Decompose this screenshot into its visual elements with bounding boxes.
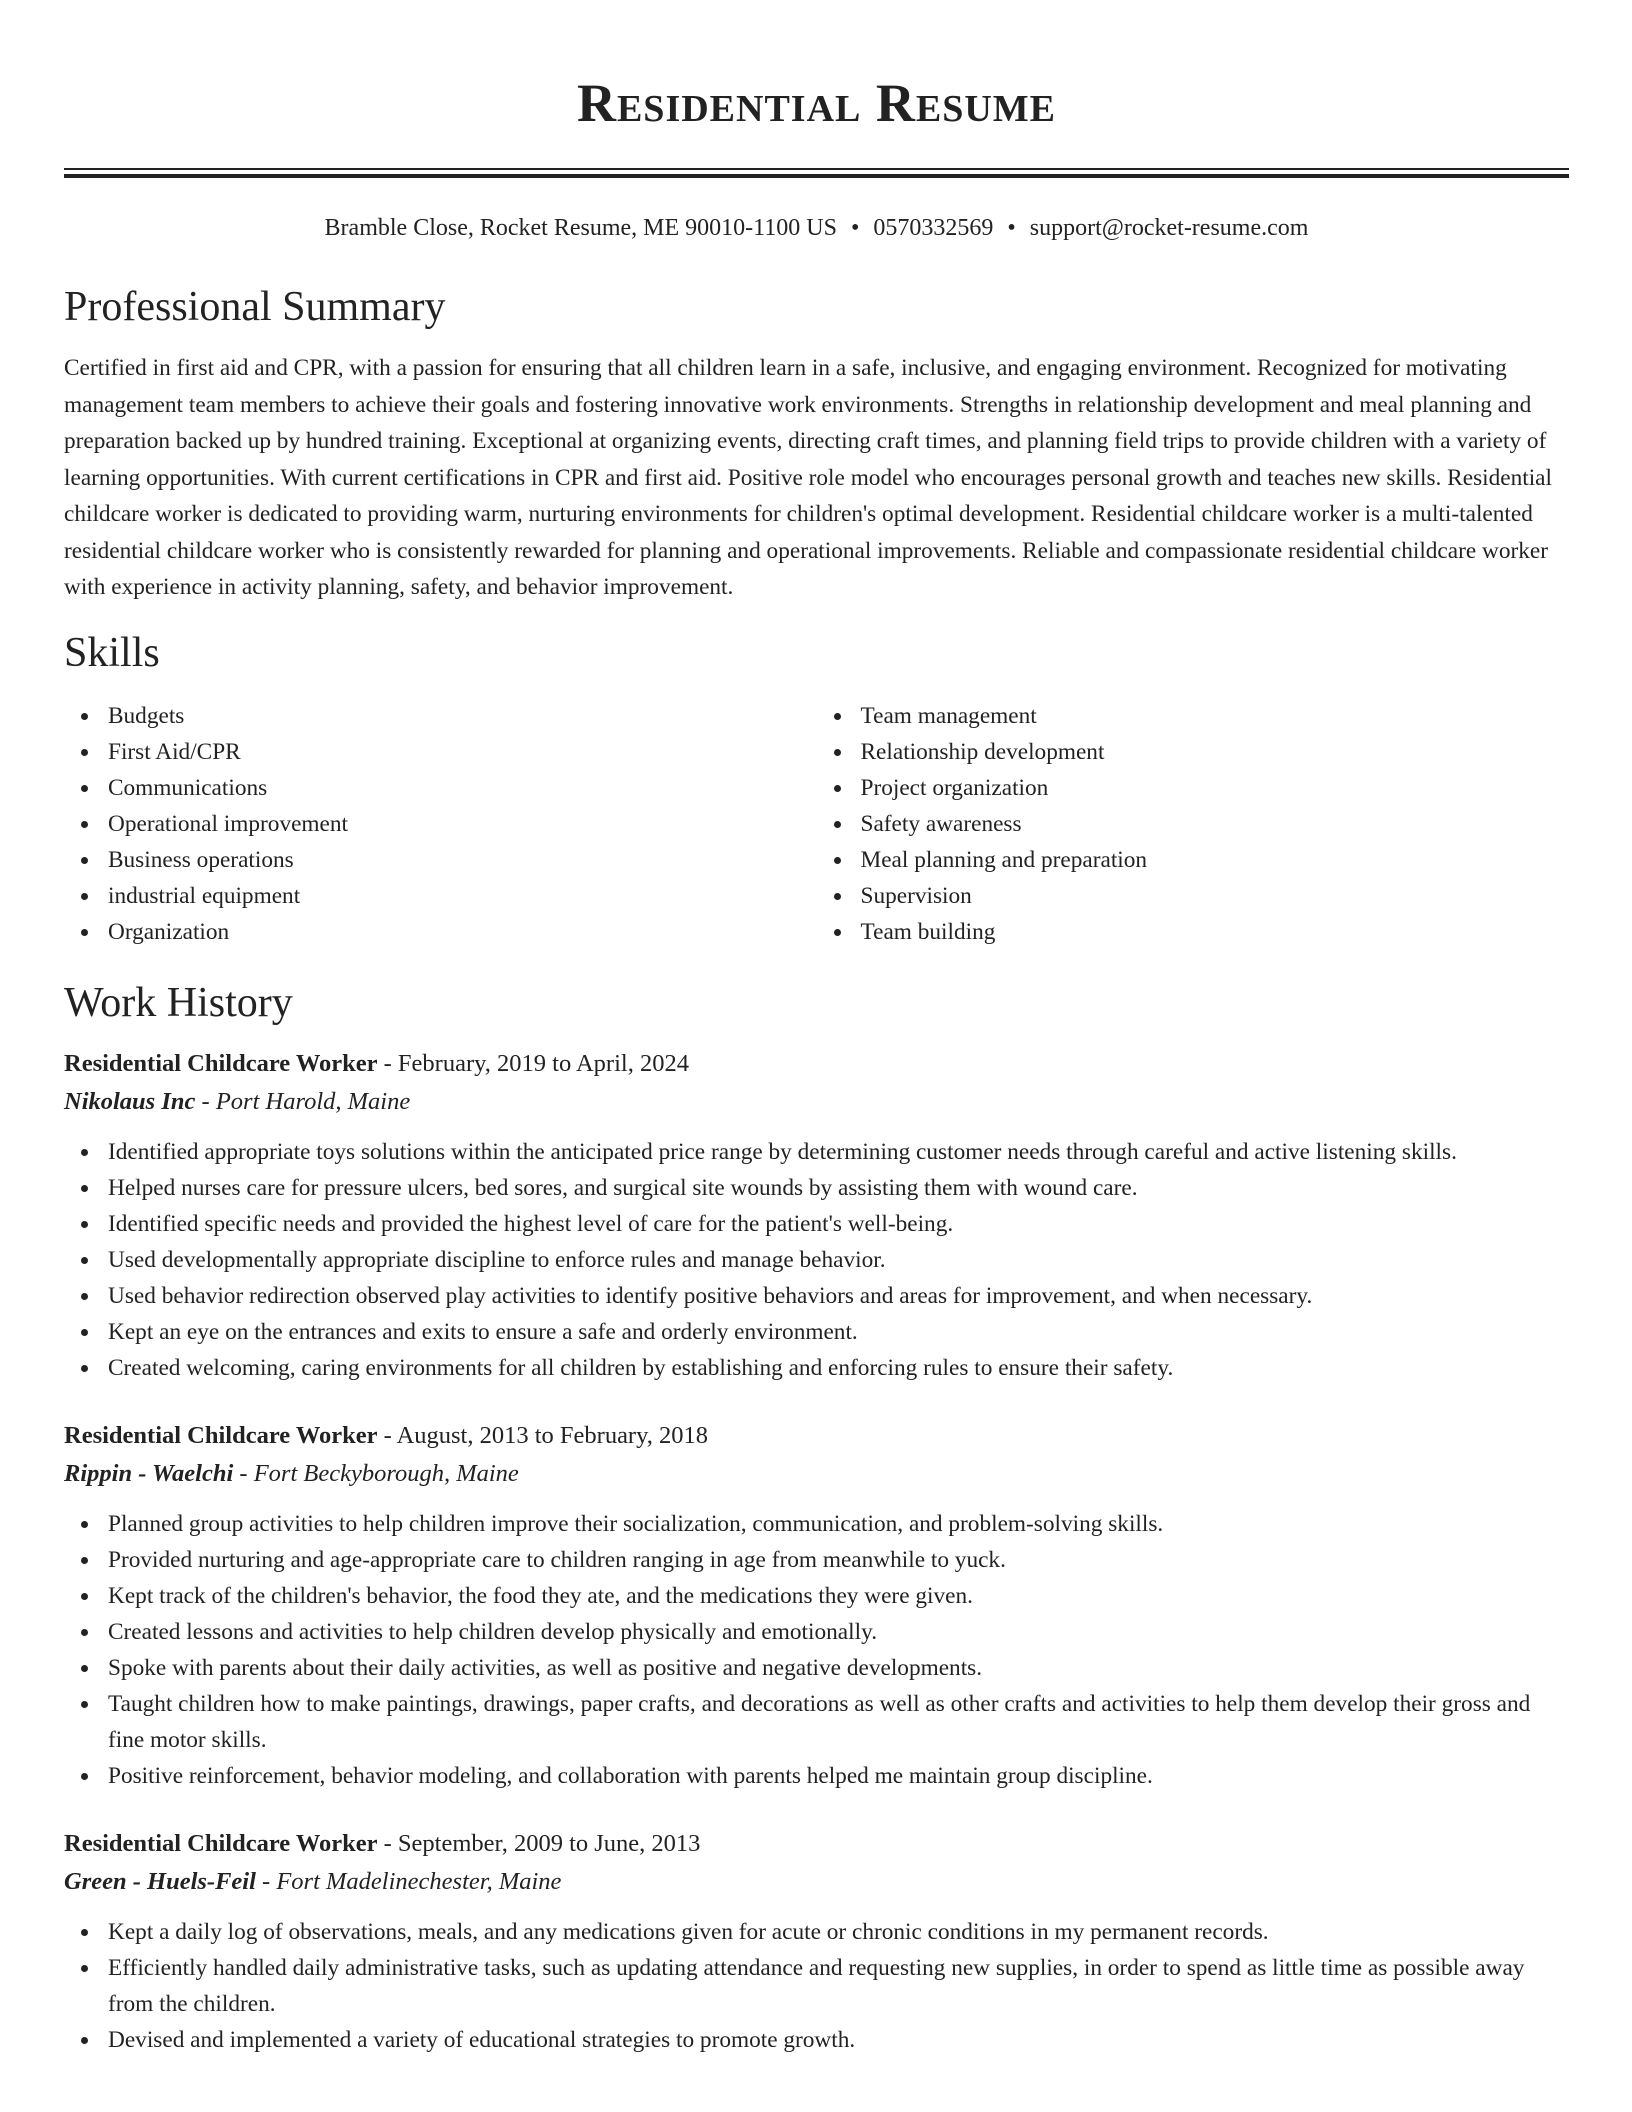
job-dates: August, 2013 to February, 2018: [396, 1421, 709, 1449]
job-bullet: Created welcoming, caring environments for all children by establishing and enforcing rules to ensure their safety.: [108, 1350, 1569, 1386]
skill-item: Operational improvement: [108, 806, 817, 842]
contact-separator: •: [850, 215, 860, 241]
summary-text: Certified in first aid and CPR, with a passion for ensuring that all children learn in a safe, inclusive, and engaging environment. Recognized for motivating management team members to achieve their goals and fostering innovative work environments. Strengths in relationship development and meal planning and preparation backed up by hundred training. Exceptional at organizing events, directing craft times, and planning field trips to provide children with a variety of learning opportunities. With current certifications in CPR and first aid. Positive role model who encourages personal growth and teaches new skills. Residential childcare worker is dedicated to providing warm, nurturing environments for children's optimal development. Residential childcare worker is a multi-talented residential childcare worker who is consistently rewarded for planning and operational improvements. Reliable and compassionate residential childcare worker with experience in activity planning, safety, and behavior improvement.: [64, 355, 1552, 600]
title-divider-thin: [64, 168, 1569, 170]
job-bullet: Positive reinforcement, behavior modeling, and collaboration with parents helped me maintain group discipline.: [108, 1758, 1569, 1794]
job-bullet: Provided nurturing and age-appropriate care to children ranging in age from meanwhile to yuck.: [108, 1542, 1569, 1578]
skill-item: industrial equipment: [108, 878, 817, 914]
contact-separator: •: [1007, 215, 1016, 241]
job-bullets: [64, 1914, 1569, 2058]
job-bullet: Spoke with parents about their daily activities, as well as positive and negative developments.: [108, 1650, 1569, 1686]
job-bullet: Planned group activities to help children improve their socialization, communication, and problem-solving skills.: [108, 1506, 1569, 1542]
job-bullet: Identified appropriate toys solutions within the anticipated price range by determining customer needs through careful and active listening skills.: [108, 1134, 1569, 1170]
job-bullet: Efficiently handled daily administrative tasks, such as updating attendance and requesting new supplies, in order to spend as little time as possible away from the children.: [108, 1950, 1569, 2022]
work-history-heading: Work History: [64, 979, 293, 1026]
job-bullet: Kept a daily log of observations, meals, and any medications given for acute or chronic conditions in my permanent records.: [108, 1914, 1569, 1950]
skills-list: [64, 698, 1569, 950]
job-employer-line: Nikolaus Inc - Port Harold, Maine: [64, 1087, 411, 1115]
skills-column-right: [817, 698, 1570, 950]
job-bullet: Helped nurses care for pressure ulcers, bed sores, and surgical site wounds by assisting them with wound care.: [108, 1170, 1569, 1206]
job-location: Port Harold, Maine: [215, 1087, 411, 1115]
job-title-line: Residential Childcare Worker - September, 2009 to June, 2013: [64, 1829, 701, 1857]
job-title: Residential Childcare Worker: [64, 1049, 378, 1077]
job-employer: Nikolaus Inc: [64, 1087, 196, 1115]
skills-column-left: [64, 698, 817, 950]
job-dates: September, 2009 to June, 2013: [397, 1829, 701, 1857]
job-bullet: Identified specific needs and provided the highest level of care for the patient's well-being.: [108, 1206, 1569, 1242]
job-bullet: Kept an eye on the entrances and exits to ensure a safe and orderly environment.: [108, 1314, 1569, 1350]
job-employer-line: Rippin - Waelchi - Fort Beckyborough, Maine: [64, 1459, 519, 1487]
resume-page: [64, 0, 1569, 2058]
skill-item: Communications: [108, 770, 817, 806]
skill-item: Business operations: [108, 842, 817, 878]
job-entry: [64, 1418, 1569, 1794]
job-employer: Rippin - Waelchi: [64, 1459, 234, 1487]
job-entry: [64, 1826, 1569, 2058]
job-title-line: Residential Childcare Worker - February, 2019 to April, 2024: [64, 1049, 689, 1077]
contact-line: [64, 212, 1569, 244]
job-employer: Green - Huels-Feil: [64, 1867, 256, 1895]
job-title: Residential Childcare Worker: [64, 1421, 378, 1449]
job-dates: February, 2019 to April, 2024: [397, 1049, 689, 1077]
skill-item: Relationship development: [861, 734, 1570, 770]
job-location: Fort Beckyborough, Maine: [253, 1459, 519, 1487]
skill-item: First Aid/CPR: [108, 734, 817, 770]
skill-item: Meal planning and preparation: [861, 842, 1570, 878]
skill-item: Project organization: [861, 770, 1570, 806]
job-bullet: Kept track of the children's behavior, the food they ate, and the medications they were given.: [108, 1578, 1569, 1614]
job-title: Residential Childcare Worker: [64, 1829, 378, 1857]
contact-phone: 0570332569: [873, 215, 994, 241]
skill-item: Safety awareness: [861, 806, 1570, 842]
job-bullet: Taught children how to make paintings, drawings, paper crafts, and decorations as well as other crafts and activities to help them develop their gross and fine motor skills.: [108, 1686, 1569, 1758]
job-entry: [64, 1046, 1569, 1386]
resume-title: Residential Resume: [576, 73, 1057, 133]
skill-item: Organization: [108, 914, 817, 950]
contact-email: support@rocket-resume.com: [1029, 215, 1309, 241]
job-employer-line: Green - Huels-Feil - Fort Madelinechester, Maine: [64, 1867, 562, 1895]
job-location: Fort Madelinechester, Maine: [276, 1867, 562, 1895]
contact-address: Bramble Close, Rocket Resume, ME 90010-1100 US: [324, 215, 837, 241]
job-bullet: Devised and implemented a variety of educational strategies to promote growth.: [108, 2022, 1569, 2058]
job-bullet: Used developmentally appropriate discipline to enforce rules and manage behavior.: [108, 1242, 1569, 1278]
skill-item: Budgets: [108, 698, 817, 734]
summary-heading: Professional Summary: [64, 284, 446, 330]
job-bullet: Created lessons and activities to help children develop physically and emotionally.: [108, 1614, 1569, 1650]
skills-heading: Skills: [64, 629, 160, 676]
skill-item: Team management: [861, 698, 1570, 734]
title-divider-thick: [64, 174, 1569, 178]
job-bullets: [64, 1506, 1569, 1794]
skill-item: Team building: [861, 914, 1570, 950]
skill-item: Supervision: [861, 878, 1570, 914]
job-bullet: Used behavior redirection observed play activities to identify positive behaviors and areas for improvement, and when necessary.: [108, 1278, 1569, 1314]
job-title-line: Residential Childcare Worker - August, 2013 to February, 2018: [64, 1421, 709, 1449]
job-bullets: [64, 1134, 1569, 1386]
